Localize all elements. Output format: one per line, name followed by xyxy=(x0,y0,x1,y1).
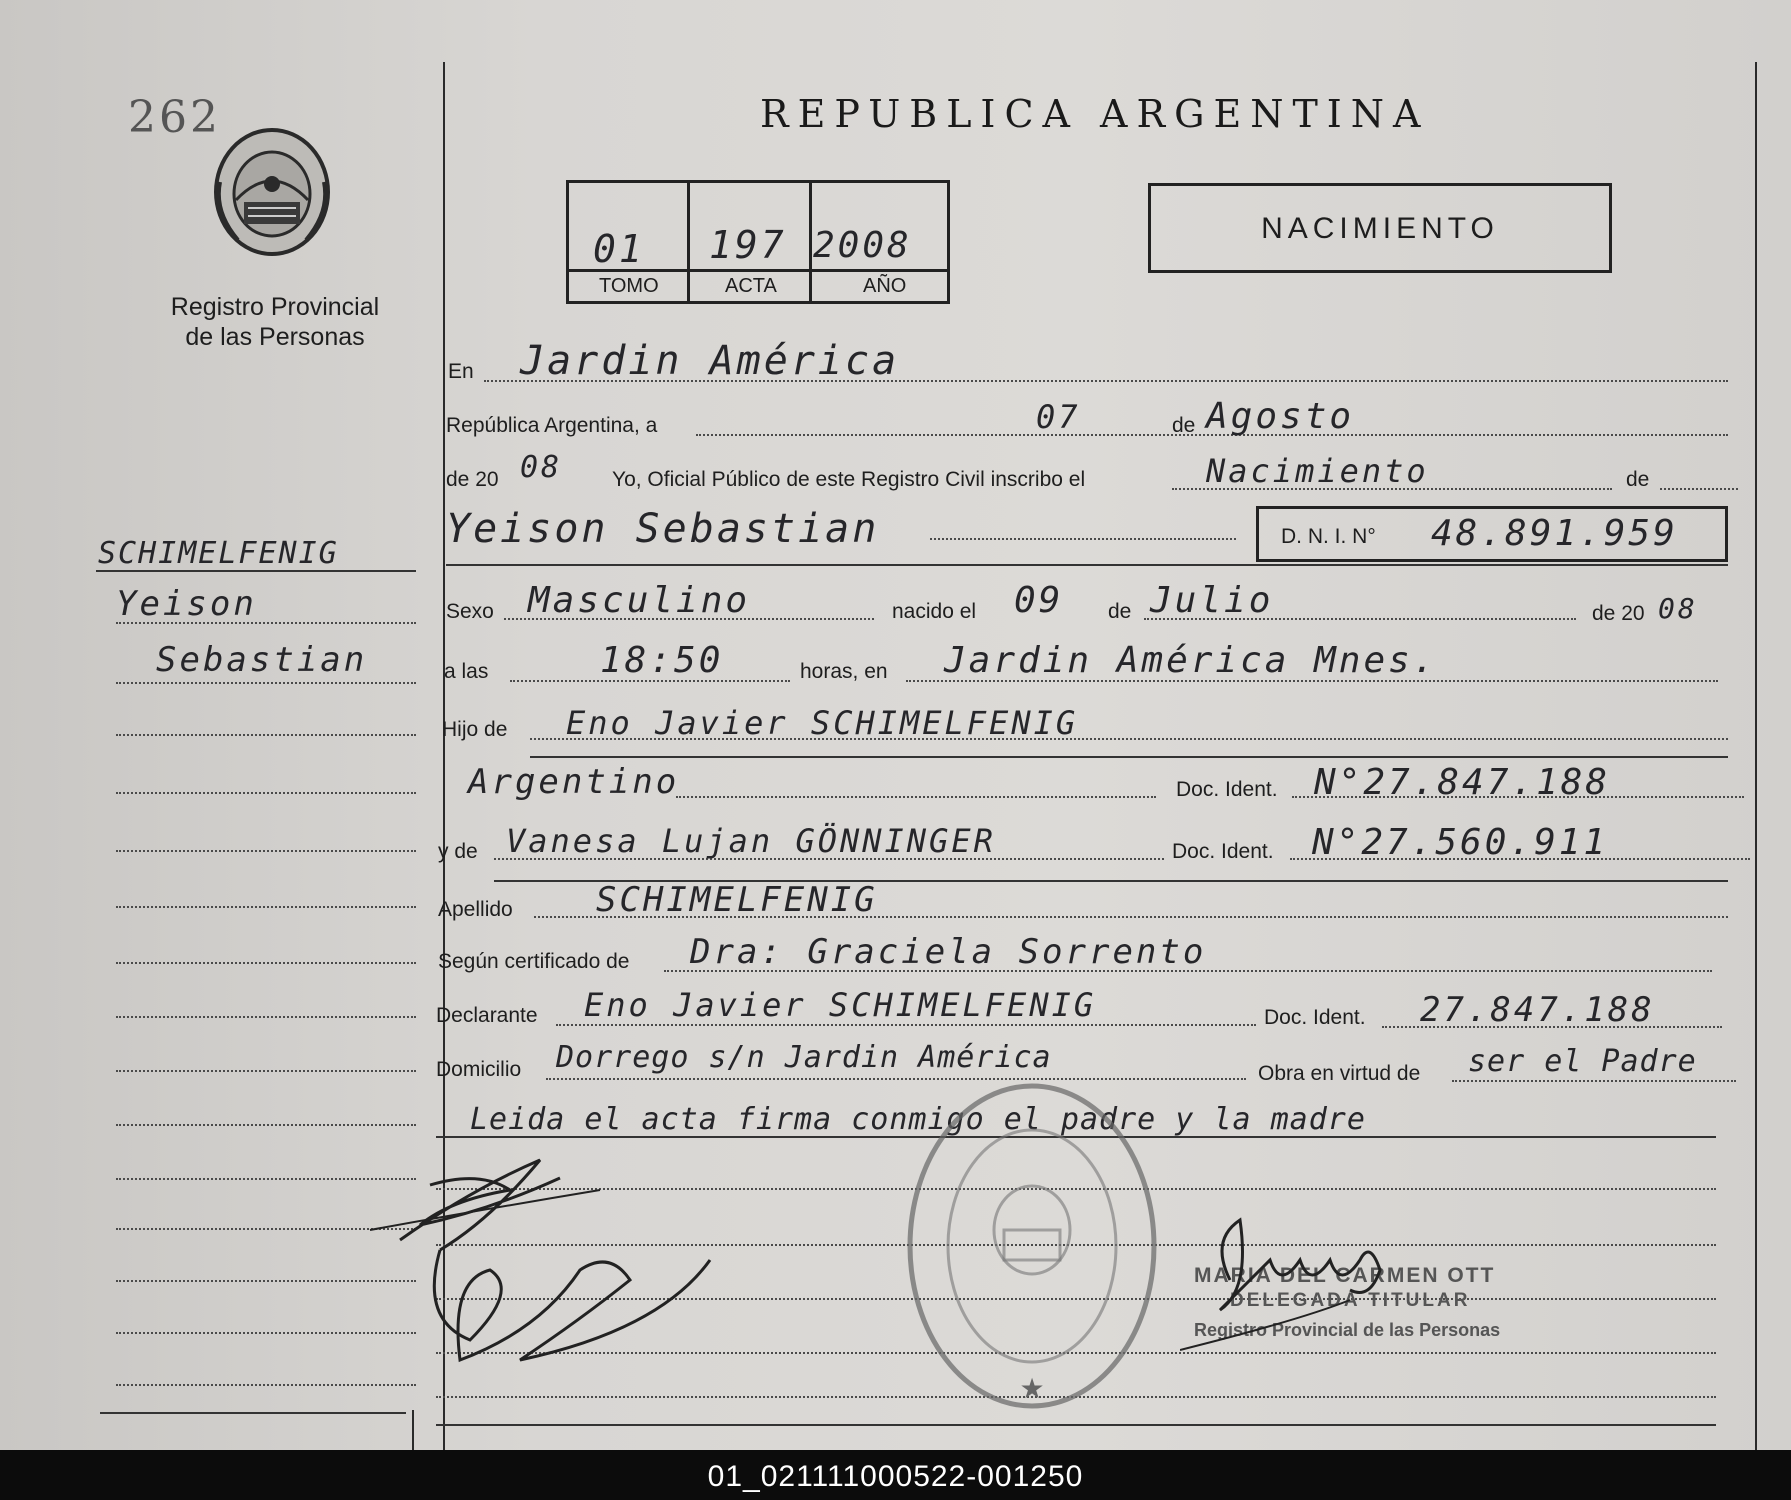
declarante-line xyxy=(556,1024,1256,1026)
day-value: 07 xyxy=(1036,398,1081,436)
margin-bottom-line xyxy=(100,1412,406,1414)
birth-place-value: Jardin América Mnes. xyxy=(944,640,1438,681)
month-value: Agosto xyxy=(1206,396,1355,437)
official-office: Registro Provincial de las Personas xyxy=(1194,1320,1501,1340)
official-round-seal-icon xyxy=(904,1080,1160,1412)
record-type-box xyxy=(1148,183,1612,273)
father-nat-value: Argentino xyxy=(468,762,680,802)
folio-number: 262 xyxy=(128,92,221,143)
margin-line-7 xyxy=(116,962,416,964)
official-name: MARIA DEL CARMEN OTT xyxy=(1194,1264,1496,1287)
obra-line xyxy=(1452,1080,1736,1082)
declarante-doc-value: 27.847.188 xyxy=(1420,990,1655,1030)
margin-line-4 xyxy=(116,792,416,794)
sexo-value: Masculino xyxy=(528,580,751,621)
father-doc-value: N°27.847.188 xyxy=(1314,762,1611,803)
org-line-1: Registro Provincial xyxy=(170,293,380,321)
margin-divider xyxy=(412,1410,414,1450)
apellido-value: SCHIMELFENIG xyxy=(596,880,878,920)
obra-value: ser el Padre xyxy=(1468,1044,1697,1079)
margin-line-1 xyxy=(116,622,416,624)
margin-line-2 xyxy=(116,682,416,684)
segun-label: Según certificado de xyxy=(438,950,630,973)
right-frame-line xyxy=(1755,62,1757,1450)
org-line-2: de las Personas xyxy=(185,323,365,351)
dni-value: 48.891.959 xyxy=(1431,513,1678,554)
declarante-value: Eno Javier SCHIMELFENIG xyxy=(584,986,1097,1024)
doc-label-1: Doc. Ident. xyxy=(1176,778,1278,801)
father-underline xyxy=(530,756,1728,758)
domicilio-label: Domicilio xyxy=(436,1058,522,1081)
dni-box xyxy=(1256,506,1728,562)
margin-surname: SCHIMELFENIG xyxy=(98,536,339,571)
birth-year-prefix: de 20 xyxy=(1592,602,1645,625)
de-label-2: de xyxy=(1626,468,1650,491)
child-name-line xyxy=(930,538,1236,540)
mother-value: Vanesa Lujan GÖNNINGER xyxy=(506,822,996,860)
margin-line-8 xyxy=(116,1016,416,1018)
margin-line-10 xyxy=(116,1124,416,1126)
official-title: DELEGADA TITULAR xyxy=(1230,1290,1471,1311)
obra-label: Obra en virtud de xyxy=(1258,1062,1421,1085)
official-signature-left-icon xyxy=(380,1210,720,1380)
domicilio-value: Dorrego s/n Jardin América xyxy=(556,1040,1052,1075)
margin-line-5 xyxy=(116,850,416,852)
horas-label: horas, en xyxy=(800,660,888,683)
de-line xyxy=(1660,488,1738,490)
margin-line-14 xyxy=(116,1332,416,1334)
dni-label: D. N. I. N° xyxy=(1281,525,1376,548)
declarante-label: Declarante xyxy=(436,1004,538,1027)
mother-doc-value: N°27.560.911 xyxy=(1312,822,1609,863)
place-value: Jardin América xyxy=(520,338,900,384)
republica-label: República Argentina, a xyxy=(446,414,658,437)
apellido-label: Apellido xyxy=(438,898,513,921)
child-name-value: Yeison Sebastian xyxy=(446,506,880,552)
anio-value: 2008 xyxy=(813,225,912,266)
record-type-label: NACIMIENTO xyxy=(1261,212,1499,245)
tomo-value: 01 xyxy=(593,227,645,271)
official-signature-right-icon xyxy=(1180,1200,1440,1370)
doc-label-3: Doc. Ident. xyxy=(1264,1006,1366,1029)
alas-label: a las xyxy=(444,660,489,683)
acta-label: ACTA xyxy=(725,275,777,297)
image-code-bar xyxy=(0,1450,1791,1500)
inscribe-value: Nacimiento xyxy=(1206,452,1429,490)
birth-year-suffix: 08 xyxy=(1658,592,1698,625)
father-value: Eno Javier SCHIMELFENIG xyxy=(566,704,1079,742)
document-title: REPUBLICA ARGENTINA xyxy=(760,92,1430,136)
margin-name2: Sebastian xyxy=(156,640,368,680)
yde-label: y de xyxy=(438,840,478,863)
bottom-line xyxy=(436,1424,1716,1426)
hijo-label: Hijo de xyxy=(442,718,508,741)
tomo-label: TOMO xyxy=(599,275,659,297)
certificado-value: Dra: Graciela Sorrento xyxy=(690,932,1207,972)
margin-line-6 xyxy=(116,906,416,908)
birth-day-value: 09 xyxy=(1014,580,1064,621)
margin-name1: Yeison xyxy=(116,584,257,624)
de-label-3: de xyxy=(1108,600,1132,623)
record-number-box xyxy=(566,180,950,304)
margin-line-15 xyxy=(116,1384,416,1386)
birth-month-value: Julio xyxy=(1150,580,1274,621)
acta-value: 197 xyxy=(709,223,787,267)
organization-name xyxy=(130,292,420,352)
oficial-text: Yo, Oficial Público de este Registro Civil inscribo el xyxy=(612,468,1086,491)
margin-surname-line xyxy=(96,570,416,572)
margin-line-9 xyxy=(116,1070,416,1072)
en-label: En xyxy=(448,360,474,383)
doc-label-2: Doc. Ident. xyxy=(1172,840,1274,863)
year-prefix-label: de 20 xyxy=(446,468,499,491)
name-underline xyxy=(446,564,1728,566)
nacido-label: nacido el xyxy=(892,600,977,623)
nat-line xyxy=(676,796,1156,798)
margin-line-3 xyxy=(116,734,416,736)
year-suffix-value: 08 xyxy=(520,450,563,485)
svg-text:★: ★ xyxy=(1019,1372,1045,1405)
de-label-1: de xyxy=(1172,414,1196,437)
image-code: 01_021111000522-001250 xyxy=(707,1460,1084,1493)
hour-value: 18:50 xyxy=(600,640,724,681)
anio-label: AÑO xyxy=(863,275,907,297)
leida-value: Leida el acta firma conmigo el padre y la madre xyxy=(470,1102,1366,1137)
sexo-label: Sexo xyxy=(446,600,494,623)
province-seal-icon xyxy=(208,122,336,262)
